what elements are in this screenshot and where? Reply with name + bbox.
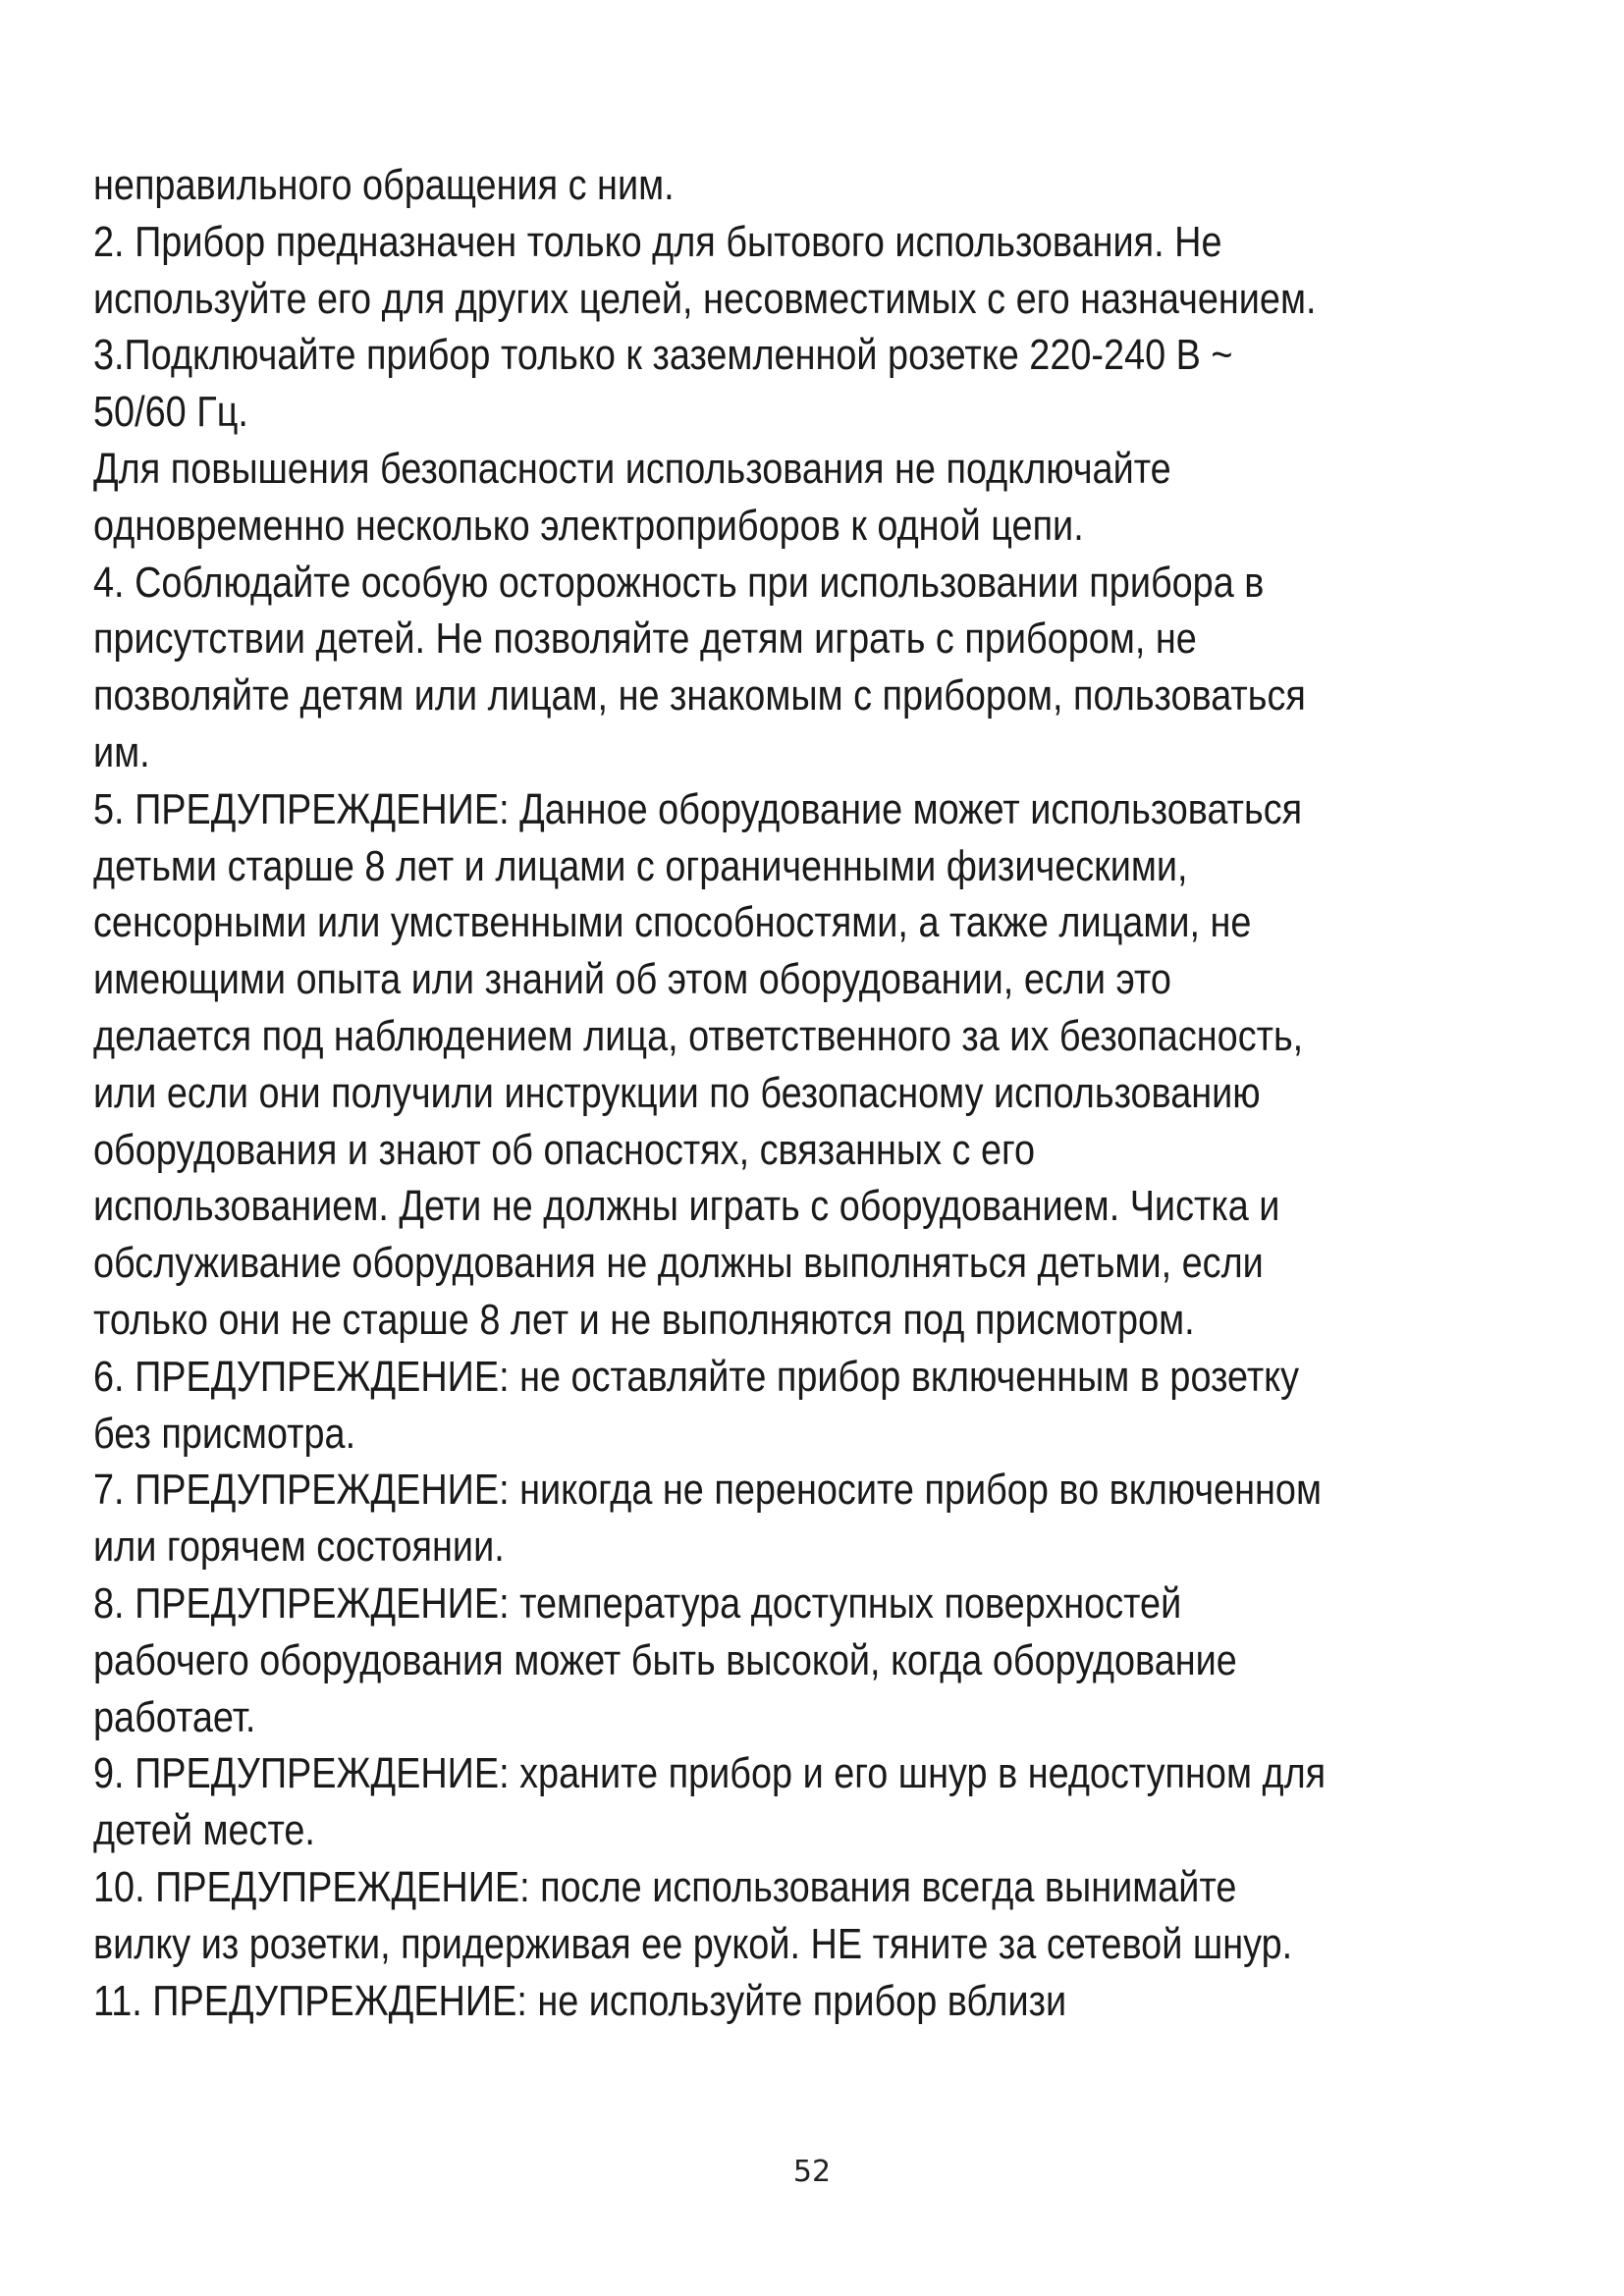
text-line: без присмотра. [93,1409,356,1458]
text-line: 5. ПРЕДУПРЕЖДЕНИЕ: Данное оборудование может использоваться [93,784,1303,833]
text-line: неправильного обращения с ним. [93,161,675,209]
text-line: 8. ПРЕДУПРЕЖДЕНИЕ: температура доступных поверхностей [93,1578,1182,1628]
text-line: детьми старше 8 лет и лицами с ограниченными физическими, [93,841,1188,890]
text-line: позволяйте детям или лицам, не знакомым с прибором, пользоваться [93,671,1306,721]
text-line: имеющими опыта или знаний об этом оборудовании, если это [93,955,1171,1004]
text-line: обслуживание оборудования не должны выполняться детьми, если [93,1239,1264,1288]
text-line: присутствии детей. Не позволяйте детям играть с прибором, не [93,614,1197,664]
text-line: Для повышения безопасности использования не подключайте [93,444,1171,493]
text-line: 10. ПРЕДУПРЕЖДЕНИЕ: после использования всегда вынимайте [93,1862,1237,1911]
text-line: детей месте. [93,1806,315,1855]
text-line: работает. [93,1692,256,1741]
text-line: сенсорными или умственными способностями, а также лицами, не [93,898,1252,947]
text-line: использованием. Дети не должны играть с оборудованием. Чистка и [93,1182,1280,1231]
text-line: 7. ПРЕДУПРЕЖДЕНИЕ: никогда не переносите прибор во включенном [93,1466,1322,1515]
text-line: оборудования и знают об опасностях, связанных с его [93,1125,1036,1174]
page-body-text [93,157,1507,2029]
text-line: делается под наблюдением лица, ответственного за их безопасность, [93,1011,1304,1060]
text-line: 9. ПРЕДУПРЕЖДЕНИЕ: храните прибор и его шнур в недоступном для [93,1749,1326,1798]
page-number: 52 [792,2155,832,2189]
text-line: 11. ПРЕДУПРЕЖДЕНИЕ: не используйте прибор вблизи [93,1976,1067,2025]
text-line: используйте его для других целей, несовместимых с его назначением. [93,274,1317,323]
text-line: 6. ПРЕДУПРЕЖДЕНИЕ: не оставляйте прибор включенным в розетку [93,1352,1300,1401]
text-line: или горячем состоянии. [93,1522,505,1572]
text-line: 4. Соблюдайте особую осторожность при использовании прибора в [93,558,1265,607]
text-line: им. [93,727,150,776]
text-line: только они не старше 8 лет и не выполняются под присмотром. [93,1295,1195,1344]
text-line: одновременно несколько электроприборов к одной цепи. [93,501,1084,550]
text-line: 2. Прибор предназначен только для бытового использования. Не [93,217,1222,266]
text-line: 3.Подключайте прибор только к заземленной розетке 220-240 В ~ [93,331,1233,380]
text-line: или если они получили инструкции по безопасному использованию [93,1068,1261,1117]
text-line: рабочего оборудования может быть высокой, когда оборудование [93,1635,1237,1684]
text-line: вилку из розетки, придерживая ее рукой. НЕ тяните за сетевой шнур. [93,1919,1293,1968]
text-line: 50/60 Гц. [93,388,248,437]
